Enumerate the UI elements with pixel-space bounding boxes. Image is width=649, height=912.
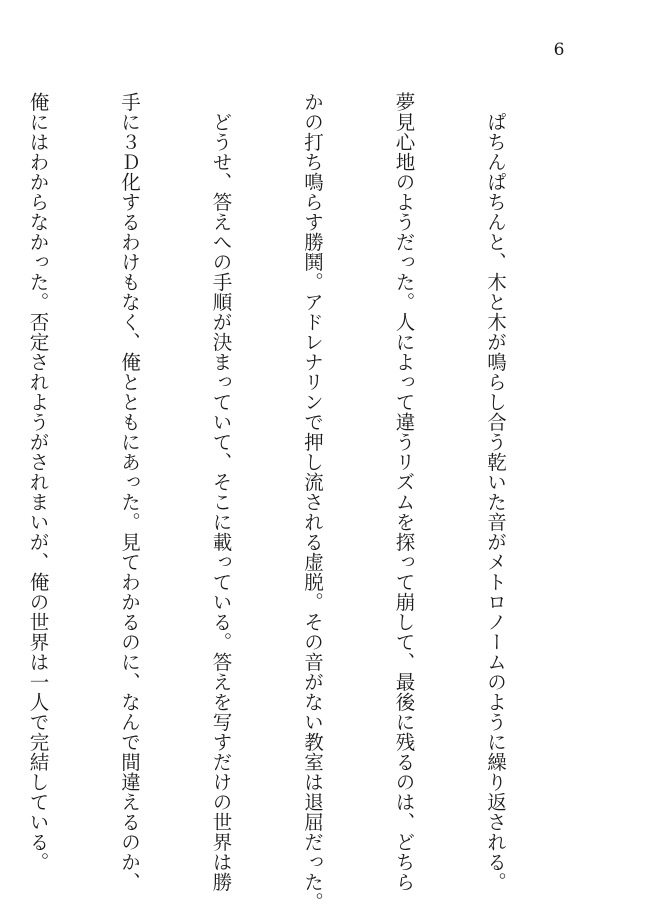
page-number: 6 <box>553 40 565 60</box>
text-line: 手に３Ｄ化するわけもなく、俺とともにあった。見てわかるのに、なんで間違えるのか、 <box>118 92 141 892</box>
text-line: かの打ち鳴らす勝鬨。アドレナリンで押し流される虚脱。その音がない教室は退屈だった。 <box>301 92 324 912</box>
body-text <box>0 92 571 912</box>
text-line: 俺にはわからなかった。否定されようがされまいが、俺の世界は一人で完結している。 <box>26 92 50 872</box>
text-line: どうせ、答えへの手順が決まっていて、そこに載っている。答えを写すだけの世界は勝 <box>209 92 233 892</box>
text-line: ぱちんぱちんと、木と木が鳴らし合う乾いた音がメトロノームのように繰り返される。 <box>484 92 507 892</box>
text-line: 夢見心地のようだった。人によって違うリズムを探って崩して、最後に残るのは、どちら <box>392 92 416 892</box>
